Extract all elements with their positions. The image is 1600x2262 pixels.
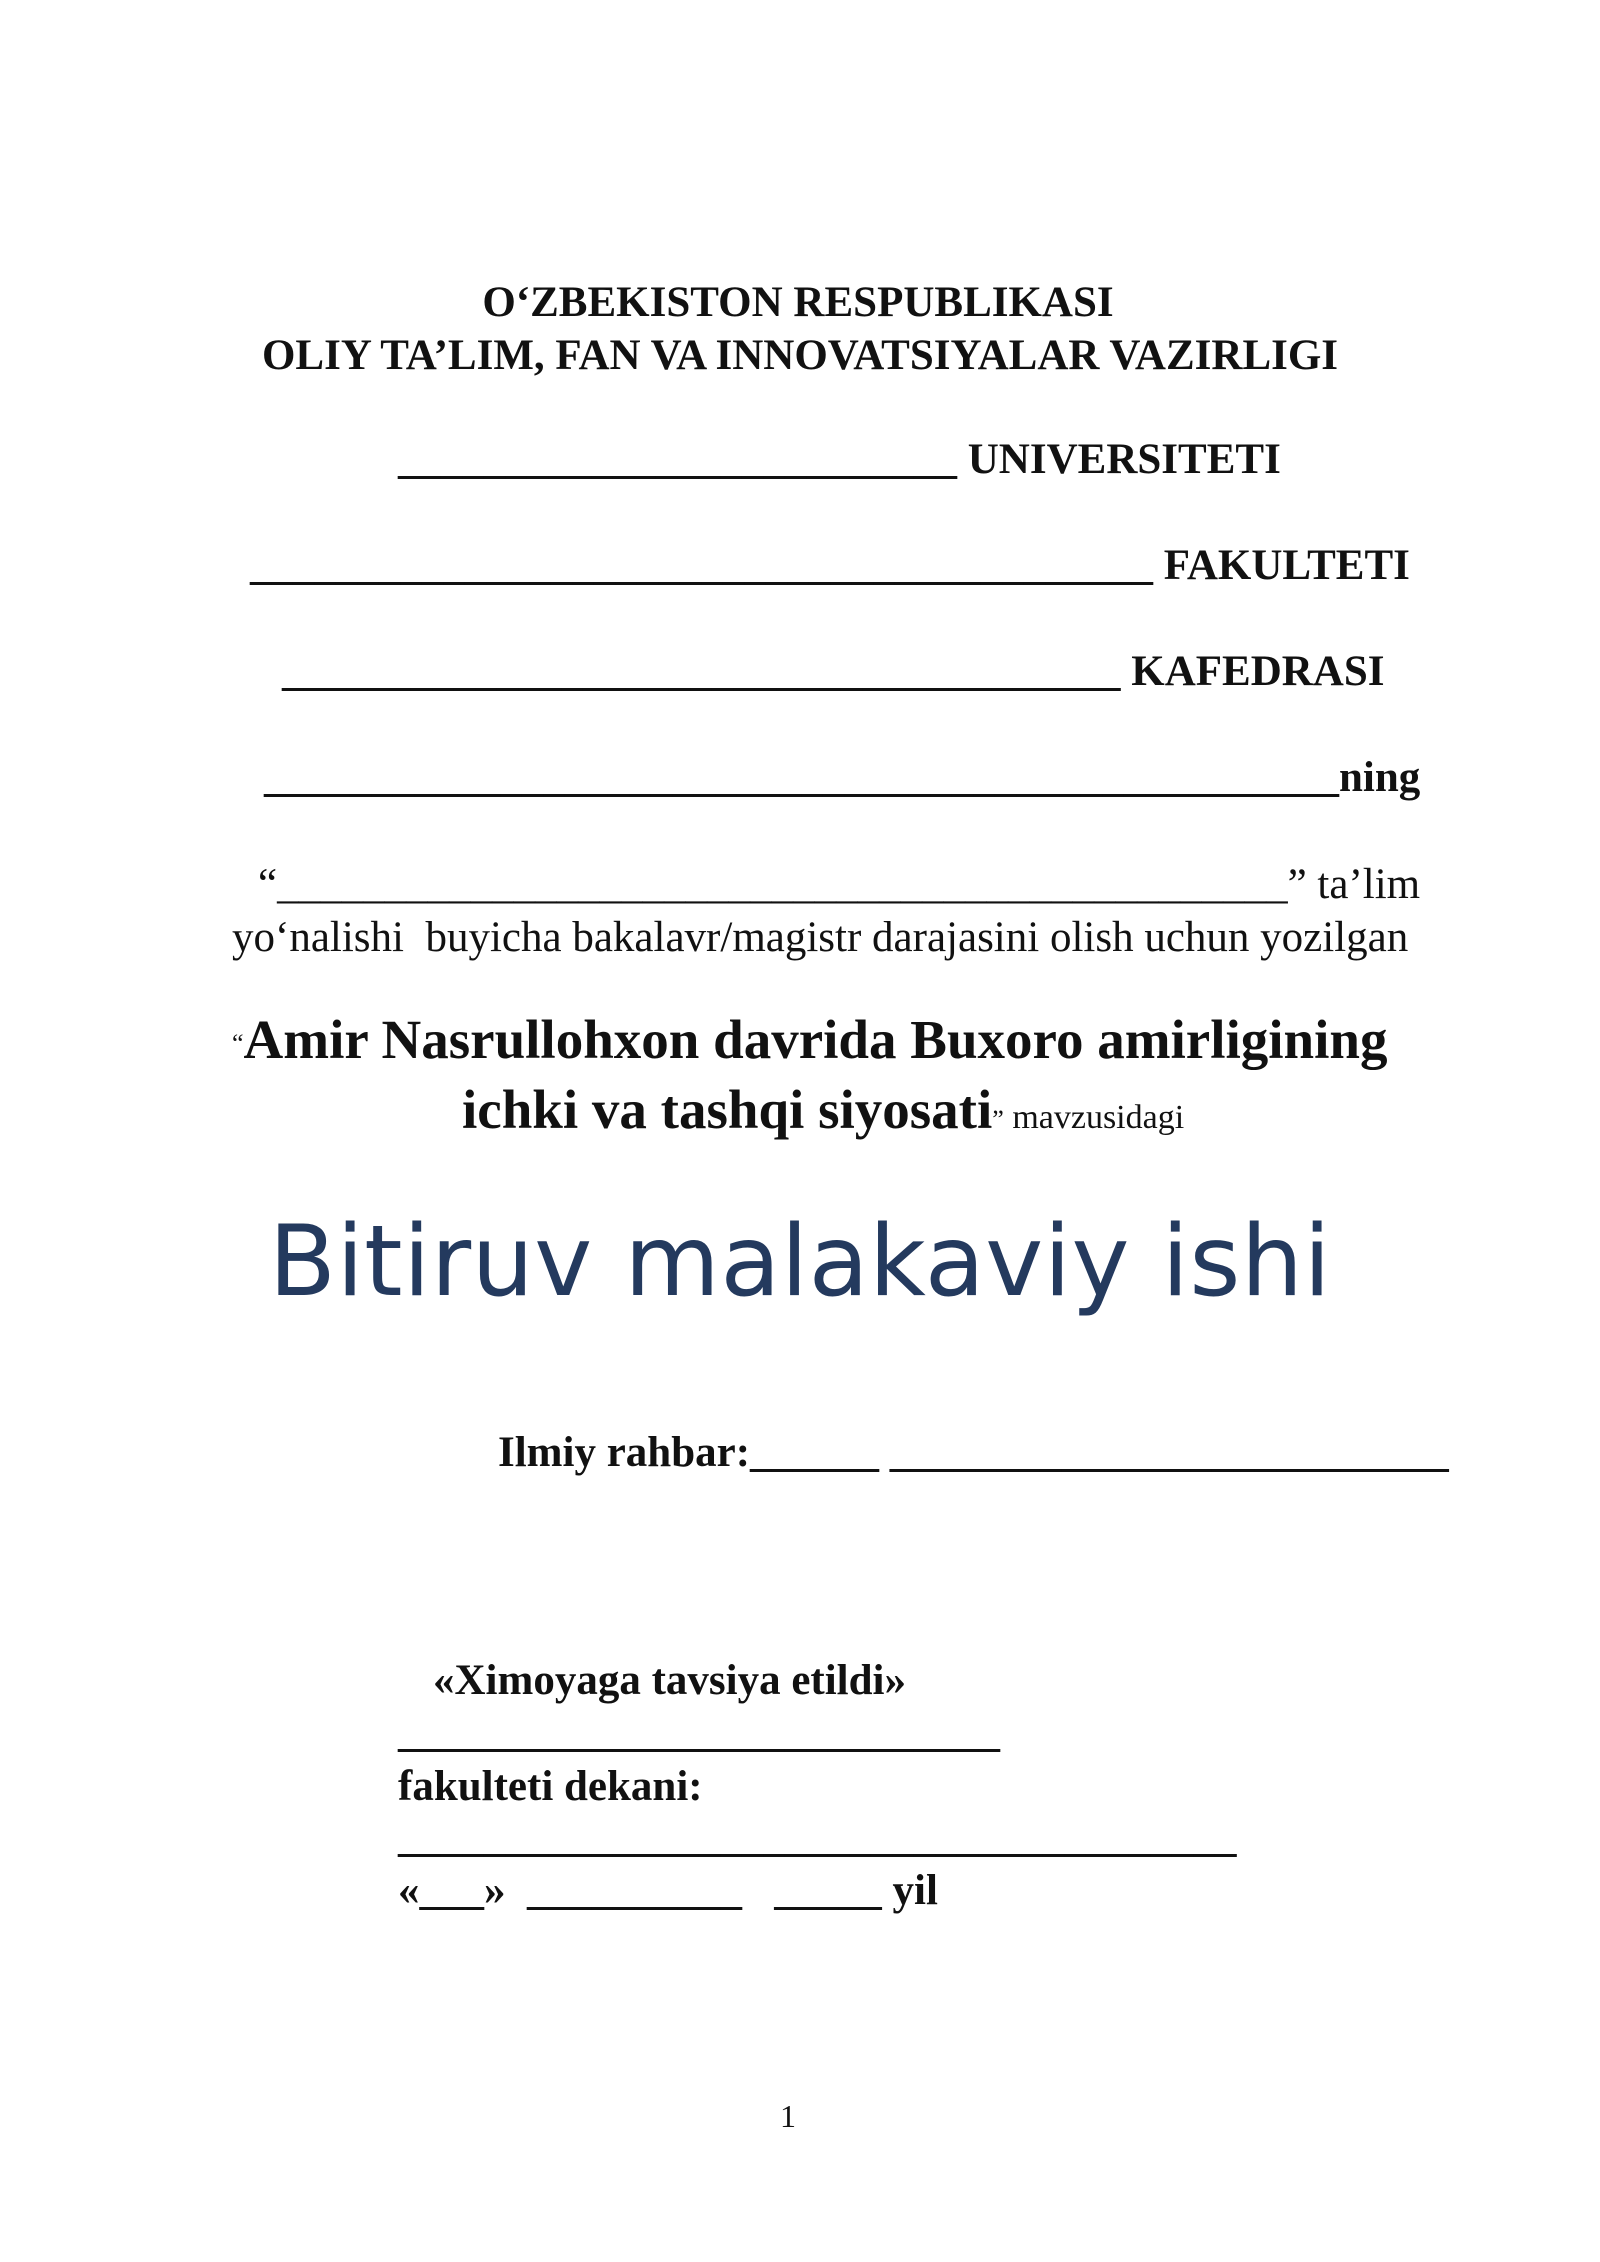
page-number: 1 [780, 2098, 796, 2134]
department-line: _______________________________________ KAFEDRASI [282, 648, 1385, 695]
work-type-title: Bitiruv malakaviy ishi [268, 1205, 1332, 1319]
topic-title-part2: ichki va tashqi siyosati [462, 1079, 993, 1140]
topic-open-quote: “ [232, 1029, 244, 1058]
recommended-for-defense: «Ximoyaga tavsiya etildi» [433, 1657, 906, 1704]
student-name-line: __________________________________________________ning [264, 754, 1421, 801]
topic-line1 [232, 1008, 1388, 1071]
direction-line2: yo‘nalishi buyicha bakalavr/magistr darajasini olish uchun yozilgan [232, 914, 1409, 961]
date-line: «___» __________ _____ yil [398, 1867, 938, 1914]
direction-line1: “_______________________________________________” ta’lim [258, 861, 1421, 908]
dean-label: fakulteti dekani: [398, 1763, 703, 1810]
ministry-header-line1: O‘ZBEKISTON RESPUBLIKASI [482, 279, 1114, 326]
topic-suffix: mavzusidagi [1003, 1099, 1185, 1136]
topic-title-part1: Amir Nasrullohxon davrida Buxoro amirligining [243, 1009, 1388, 1070]
topic-close-quote: ” [992, 1105, 1004, 1134]
faculty-line: __________________________________________ FAKULTETI [250, 542, 1410, 589]
signature-line-2: _______________________________________ [398, 1814, 1237, 1861]
topic-line2 [462, 1078, 1184, 1141]
university-line: __________________________ UNIVERSITETI [398, 436, 1281, 483]
supervisor-line: Ilmiy rahbar:______ __________________________ [498, 1429, 1449, 1476]
ministry-header-line2: OLIY TA’LIM, FAN VA INNOVATSIYALAR VAZIRLIGI [261, 332, 1339, 379]
signature-line-1: ____________________________ [398, 1709, 1000, 1756]
